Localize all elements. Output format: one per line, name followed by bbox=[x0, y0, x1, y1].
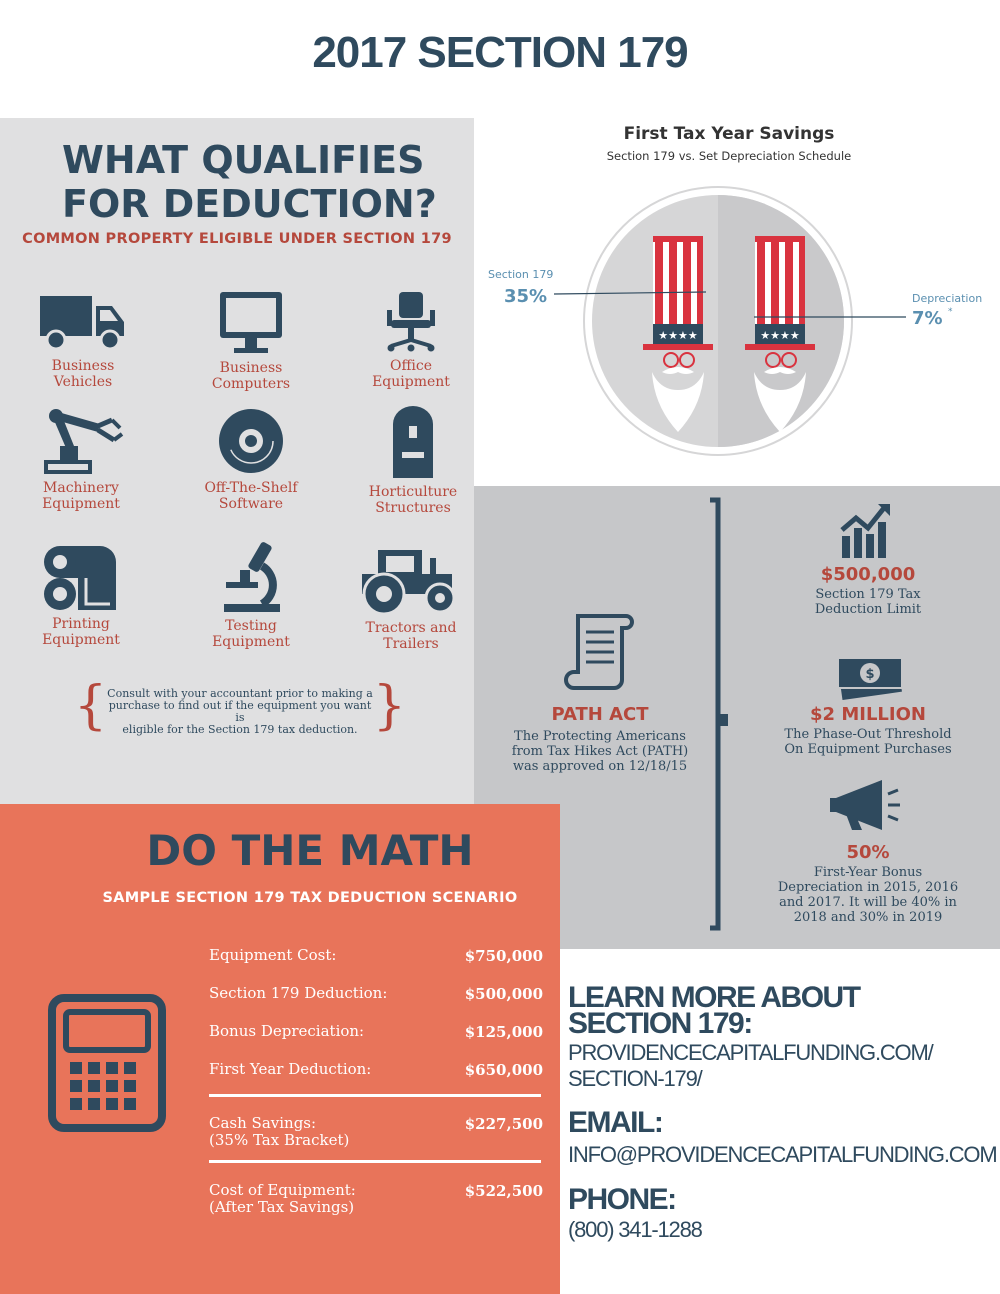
item-machinery-equipment: Machinery Equipment bbox=[6, 406, 156, 512]
item-office-equipment: Office Equipment bbox=[336, 290, 486, 390]
path-act-title: PATH ACT bbox=[551, 704, 649, 725]
disc-icon bbox=[216, 406, 286, 476]
item-tractors-trailers: Tractors and Trailers bbox=[336, 544, 486, 652]
right-brace: } bbox=[372, 676, 406, 736]
truck-icon bbox=[38, 290, 128, 354]
item-business-computers: Business Computers bbox=[176, 290, 326, 392]
savings-chart bbox=[474, 176, 1000, 476]
depreciation-value: 7% bbox=[912, 308, 943, 329]
bonus-value: 50% bbox=[846, 842, 890, 863]
limit-value: $500,000 bbox=[820, 564, 916, 585]
depreciation-label: Depreciation bbox=[912, 292, 983, 305]
page-title: 2017 SECTION 179 bbox=[312, 28, 688, 77]
math-heading: DO THE MATH bbox=[146, 826, 474, 875]
bonus-block: 50% First-Year Bonus Depreciation in 2015, 2016 and 2017. It will be 40% in 2018 and 30% in 2019 bbox=[760, 842, 976, 925]
phone-label: PHONE: bbox=[568, 1183, 676, 1216]
calculator-icon bbox=[48, 994, 166, 1132]
phase-out-value: $2 MILLION bbox=[810, 704, 926, 725]
depreciation-mark: * bbox=[948, 307, 953, 317]
svg-text:★★★★: ★★★★ bbox=[658, 329, 698, 342]
savings-subtitle: Section 179 vs. Set Depreciation Schedule bbox=[606, 149, 852, 163]
email-link[interactable]: INFO@PROVIDENCECAPITALFUNDING.COM bbox=[568, 1142, 997, 1167]
divider bbox=[209, 1160, 541, 1163]
growth-chart-icon bbox=[838, 500, 894, 558]
phase-out-block: $2 MILLION The Phase-Out Threshold On Equipment Purchases bbox=[760, 704, 976, 757]
item-horticulture-structures: Horticulture Structures bbox=[338, 404, 488, 516]
math-subheading: SAMPLE SECTION 179 TAX DEDUCTION SCENARIO bbox=[102, 890, 518, 906]
robot-arm-icon bbox=[36, 406, 126, 476]
monitor-icon bbox=[216, 290, 286, 356]
section179-label: Section 179 bbox=[488, 268, 554, 281]
microscope-icon bbox=[218, 540, 284, 614]
money-bill-icon bbox=[834, 650, 906, 700]
printer-rollers-icon bbox=[38, 542, 124, 612]
scroll-document-icon bbox=[564, 610, 638, 692]
qualifies-subheading: COMMON PROPERTY ELIGIBLE UNDER SECTION 179 bbox=[22, 231, 452, 247]
qualifies-heading: WHAT QUALIFIES FOR DEDUCTION? bbox=[62, 138, 437, 226]
silo-icon bbox=[388, 404, 438, 480]
megaphone-icon bbox=[828, 776, 908, 834]
item-testing-equipment: Testing Equipment bbox=[176, 540, 326, 650]
svg-text:★★★★: ★★★★ bbox=[760, 329, 800, 342]
item-software: Off-The-Shelf Software bbox=[176, 406, 326, 512]
savings-title: First Tax Year Savings bbox=[623, 124, 835, 144]
email-block bbox=[568, 1106, 997, 1168]
path-act-block: PATH ACT The Protecting Americans from Tax Hikes Act (PATH) was approved on 12/18/15 bbox=[480, 704, 720, 774]
qualifies-panel bbox=[0, 118, 474, 804]
section179-value: 35% bbox=[504, 286, 548, 307]
accountant-note: { Consult with your accountant prior to making a purchase to find out if the equipment you want is eligible for the Section 179 tax deduction. } bbox=[74, 676, 406, 736]
svg-text:$: $ bbox=[865, 667, 875, 682]
limit-block: $500,000 Section 179 Tax Deduction Limit bbox=[760, 564, 976, 617]
item-business-vehicles: Business Vehicles bbox=[8, 290, 158, 390]
section179-url[interactable]: PROVIDENCECAPITALFUNDING.COM/ SECTION-179/ bbox=[568, 1040, 933, 1091]
tractor-icon bbox=[358, 544, 464, 616]
phone-block bbox=[568, 1183, 702, 1243]
phone-number[interactable]: (800) 341-1288 bbox=[568, 1217, 702, 1242]
item-printing-equipment: Printing Equipment bbox=[6, 542, 156, 648]
math-panel: DO THE MATH SAMPLE SECTION 179 TAX DEDUCTION SCENARIO Equipment Cost: $750,000 Section 179 Deduction: $500,000 Bonus Depreciation: $125,000 First Year Deduction: $650,000 Cash Savings: (35% Tax Bracket) $227,500 Cost of Equipment: (After Tax Savings) $522,500 bbox=[0, 804, 560, 1294]
email-label: EMAIL: bbox=[568, 1106, 663, 1139]
divider bbox=[209, 1094, 541, 1097]
learn-more-block: LEARN MORE ABOUT SECTION 179: PROVIDENCECAPITALFUNDING.COM/ SECTION-179/ bbox=[568, 981, 933, 1091]
left-brace: { bbox=[74, 676, 108, 736]
office-chair-icon bbox=[381, 290, 441, 354]
